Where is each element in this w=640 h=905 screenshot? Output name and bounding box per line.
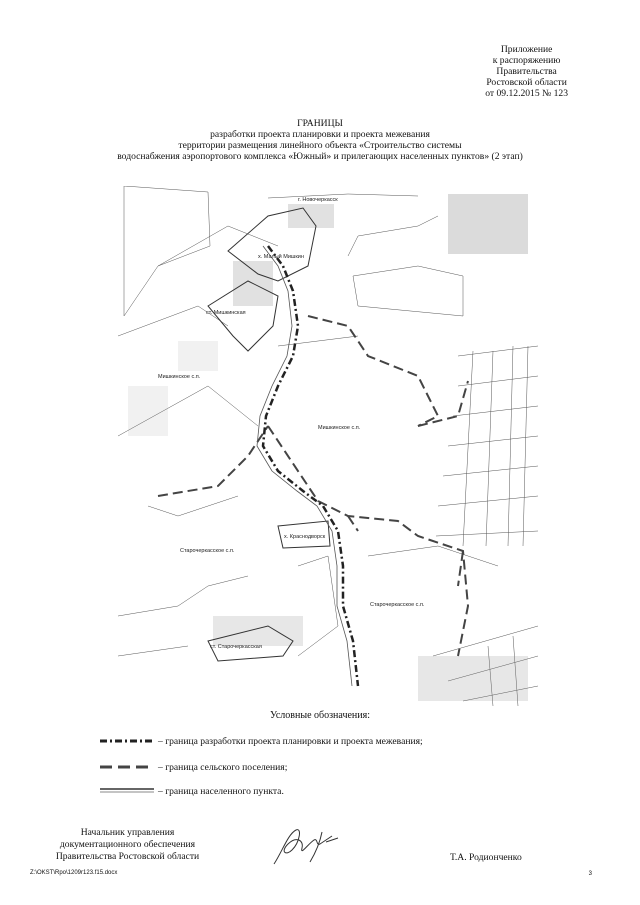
appendix-date: от 09.12.2015 № 123 (485, 88, 568, 99)
title-heading: ГРАНИЦЫ (297, 118, 343, 129)
title-line: территории размещения линейного объекта «Строительство системы (178, 140, 462, 151)
legend-item-label: – граница разработки проекта планировки и проекта межевания; (158, 735, 423, 747)
map-label-starocherkasskoe-right: Старочеркасское с.п. (370, 602, 425, 608)
legend-item-locality-boundary (100, 784, 284, 798)
appendix-line: Приложение (500, 44, 553, 55)
dash-dot-line-icon (100, 737, 154, 745)
map-label-novocherkassk: г. Новочеркасск (298, 197, 338, 203)
solid-line-icon (100, 787, 154, 795)
position-line: Начальник управления (80, 827, 175, 838)
dashed-line-icon (100, 763, 154, 771)
title-line: разработки проекта планировки и проекта межевания (210, 129, 430, 140)
appendix-line: к распоряжению (492, 55, 561, 66)
appendix-line: Ростовской области (486, 77, 567, 88)
map-label-mishkinskoe-center: Мишкинское с.п. (318, 425, 361, 431)
legend-heading: Условные обозначения: (269, 710, 370, 721)
legend-item-planning-boundary (100, 734, 423, 748)
page-number: 3 (588, 871, 592, 877)
legend-item-settlement-boundary (100, 760, 287, 774)
map-label-starocherkasskoe-left: Старочеркасское с.п. (180, 548, 235, 554)
map-label-starocherkasskaya: ст. Старочеркасская (210, 644, 262, 650)
handwritten-signature-icon (262, 822, 342, 874)
appendix-block (485, 44, 568, 99)
legend-item-label: – граница сельского поселения; (158, 761, 288, 773)
map-label-mishkinskoe-left: Мишкинское с.п. (158, 374, 201, 380)
signatory-name: Т.А. Родионченко (450, 852, 522, 863)
boundary-map (118, 186, 538, 706)
document-title (60, 118, 580, 162)
file-path: Z:\OKST\Rpo\1209r123.f15.docx (30, 870, 118, 876)
position-line: Правительства Ростовской области (55, 851, 200, 862)
title-line: водоснабжения аэропортового комплекса «Южный» и прилегающих населенных пунктов» (2 этап) (117, 151, 523, 162)
map-label-maly-mishkin: х. Малый Мишкин (258, 254, 304, 260)
appendix-line: Правительства (496, 66, 557, 77)
position-line: документационного обеспечения (59, 839, 196, 850)
map-label-mishkinskaya: ст. Мишкинская (206, 310, 246, 316)
signatory-position (40, 827, 215, 863)
map-label-krasnodvorsk: х. Краснодворск (284, 534, 326, 540)
legend-item-label: – граница населенного пункта. (158, 785, 284, 797)
